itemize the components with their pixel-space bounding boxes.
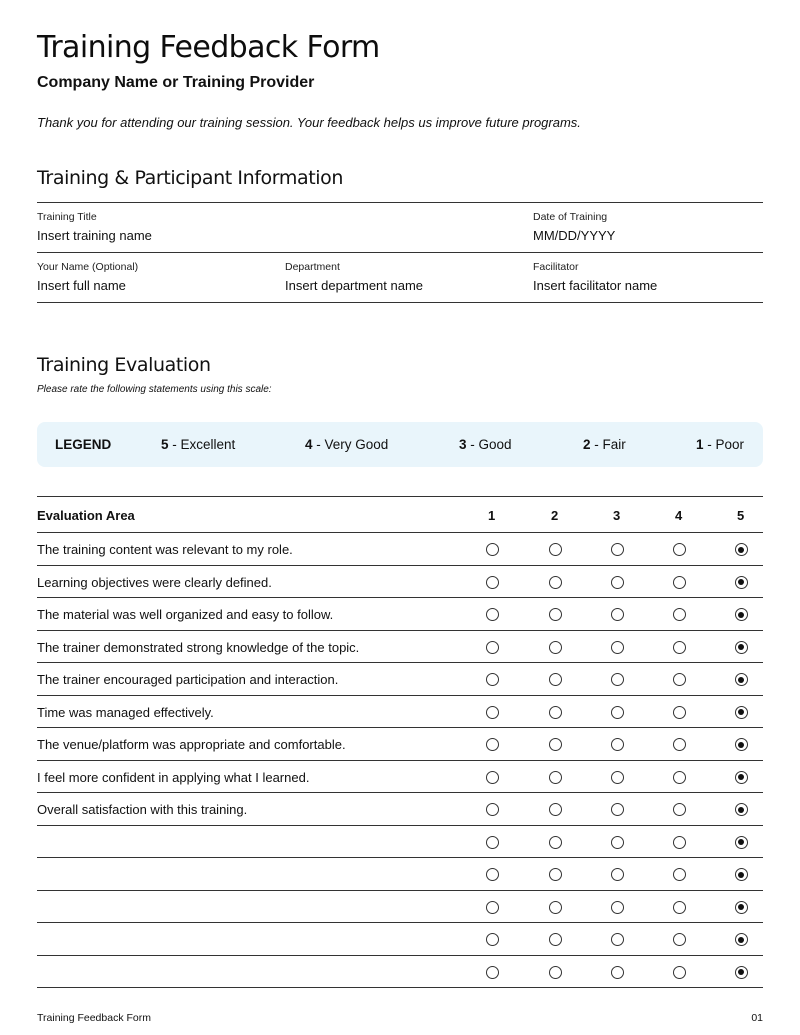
rating-radio-3[interactable] — [611, 868, 624, 881]
rating-radio-3[interactable] — [611, 966, 624, 979]
rating-radio-2[interactable] — [549, 868, 562, 881]
table-row — [37, 891, 763, 924]
table-row — [37, 631, 763, 664]
rating-column-header-2: 2 — [551, 508, 559, 523]
rating-radio-3[interactable] — [611, 706, 624, 719]
rating-radio-1[interactable] — [486, 868, 499, 881]
table-row — [37, 793, 763, 826]
evaluation-statement: I feel more confident in applying what I learned. — [37, 769, 310, 785]
evaluation-statement: The training content was relevant to my role. — [37, 542, 293, 557]
date-label: Date of Training — [533, 211, 608, 223]
rating-radio-3[interactable] — [611, 543, 624, 556]
table-row — [37, 566, 763, 599]
facilitator-input[interactable]: Insert facilitator name — [533, 278, 658, 293]
rating-radio-5[interactable] — [735, 608, 748, 621]
rating-radio-4[interactable] — [673, 738, 686, 751]
rating-radio-1[interactable] — [486, 966, 499, 979]
legend-item-2: 2 - Fair — [583, 437, 626, 452]
rating-radio-5[interactable] — [735, 673, 748, 686]
training-title-field[interactable] — [37, 203, 533, 252]
rating-radio-1[interactable] — [486, 673, 499, 686]
evaluation-section-heading: Training Evaluation — [37, 354, 211, 376]
rating-radio-1[interactable] — [486, 771, 499, 784]
info-grid — [37, 202, 763, 303]
training-title-input[interactable]: Insert training name — [37, 228, 152, 243]
rating-radio-3[interactable] — [611, 803, 624, 816]
footer-title: Training Feedback Form — [37, 1012, 151, 1024]
page-title: Training Feedback Form — [37, 30, 380, 65]
rating-column-header-3: 3 — [613, 508, 621, 523]
info-row-training — [37, 203, 763, 253]
rating-radio-1[interactable] — [486, 576, 499, 589]
rating-radio-2[interactable] — [549, 836, 562, 849]
rating-radio-1[interactable] — [486, 836, 499, 849]
rating-radio-5[interactable] — [735, 836, 748, 849]
rating-radio-1[interactable] — [486, 543, 499, 556]
rating-radio-3[interactable] — [611, 576, 624, 589]
rating-radio-4[interactable] — [673, 868, 686, 881]
rating-column-header-5: 5 — [737, 508, 745, 523]
department-label: Department — [285, 261, 340, 273]
rating-radio-5[interactable] — [735, 706, 748, 719]
rating-radio-5[interactable] — [735, 966, 748, 979]
rating-radio-1[interactable] — [486, 803, 499, 816]
rating-radio-3[interactable] — [611, 933, 624, 946]
rating-radio-3[interactable] — [611, 836, 624, 849]
rating-radio-4[interactable] — [673, 576, 686, 589]
legend-item-1: 1 - Poor — [696, 437, 745, 452]
scale-note: Please rate the following statements using this scale: — [37, 384, 272, 395]
name-label: Your Name (Optional) — [37, 261, 139, 273]
rating-radio-1[interactable] — [486, 933, 499, 946]
rating-radio-3[interactable] — [611, 738, 624, 751]
table-row — [37, 598, 763, 631]
info-row-participant — [37, 253, 763, 303]
rating-radio-1[interactable] — [486, 901, 499, 914]
legend-box — [37, 422, 763, 467]
table-row — [37, 923, 763, 956]
rating-radio-4[interactable] — [673, 836, 686, 849]
rating-radio-2[interactable] — [549, 608, 562, 621]
department-input[interactable]: Insert department name — [285, 278, 424, 293]
evaluation-table-header — [37, 497, 763, 533]
evaluation-statement: The trainer encouraged participation and interaction. — [37, 672, 339, 687]
rating-radio-2[interactable] — [549, 576, 562, 589]
rating-radio-5[interactable] — [735, 543, 748, 556]
rating-column-header-4: 4 — [675, 508, 683, 523]
intro-text: Thank you for attending our training session. Your feedback helps us improve future programs. — [37, 115, 581, 130]
rating-radio-4[interactable] — [673, 608, 686, 621]
rating-radio-4[interactable] — [673, 933, 686, 946]
table-row — [37, 533, 763, 566]
rating-radio-2[interactable] — [549, 933, 562, 946]
rating-radio-1[interactable] — [486, 641, 499, 654]
evaluation-statement: Overall satisfaction with this training. — [37, 802, 248, 817]
rating-radio-4[interactable] — [673, 543, 686, 556]
rating-radio-3[interactable] — [611, 608, 624, 621]
rating-radio-2[interactable] — [549, 673, 562, 686]
rating-radio-2[interactable] — [549, 803, 562, 816]
rating-radio-3[interactable] — [611, 641, 624, 654]
date-field[interactable] — [533, 203, 763, 252]
facilitator-label: Facilitator — [533, 261, 579, 273]
rating-radio-5[interactable] — [735, 641, 748, 654]
evaluation-statement: Time was managed effectively. — [37, 704, 214, 720]
evaluation-table — [37, 496, 763, 988]
facilitator-field[interactable] — [533, 253, 763, 302]
legend-label: LEGEND — [55, 437, 112, 452]
rating-radio-2[interactable] — [549, 641, 562, 654]
rating-radio-1[interactable] — [486, 738, 499, 751]
rating-radio-5[interactable] — [735, 803, 748, 816]
rating-radio-2[interactable] — [549, 901, 562, 914]
table-row — [37, 858, 763, 891]
name-input[interactable]: Insert full name — [37, 278, 126, 293]
rating-radio-1[interactable] — [486, 706, 499, 719]
table-row — [37, 761, 763, 794]
page-number: 01 — [751, 1012, 763, 1024]
evaluation-statement: The trainer demonstrated strong knowledge of the topic. — [37, 639, 360, 655]
table-row — [37, 696, 763, 729]
rating-radio-3[interactable] — [611, 673, 624, 686]
table-row — [37, 826, 763, 859]
rating-radio-4[interactable] — [673, 673, 686, 686]
evaluation-area-header: Evaluation Area — [37, 508, 135, 523]
legend-item-3: 3 - Good — [459, 437, 512, 452]
info-section-heading: Training & Participant Information — [37, 167, 343, 189]
table-row — [37, 956, 763, 989]
evaluation-statement: The material was well organized and easy to follow. — [37, 607, 334, 622]
rating-radio-4[interactable] — [673, 901, 686, 914]
company-name: Company Name or Training Provider — [37, 74, 315, 91]
rating-radio-5[interactable] — [735, 738, 748, 751]
evaluation-statement: Learning objectives were clearly defined. — [37, 574, 272, 590]
rating-radio-2[interactable] — [549, 966, 562, 979]
legend-item-4: 4 - Very Good — [305, 437, 389, 452]
rating-radio-2[interactable] — [549, 738, 562, 751]
rating-radio-5[interactable] — [735, 933, 748, 946]
rating-radio-3[interactable] — [611, 901, 624, 914]
rating-radio-4[interactable] — [673, 706, 686, 719]
evaluation-statement: The venue/platform was appropriate and comfortable. — [37, 737, 346, 752]
rating-radio-2[interactable] — [549, 543, 562, 556]
date-input[interactable]: MM/DD/YYYY — [533, 228, 616, 243]
rating-radio-5[interactable] — [735, 576, 748, 589]
table-row — [37, 728, 763, 761]
rating-radio-5[interactable] — [735, 901, 748, 914]
rating-radio-4[interactable] — [673, 771, 686, 784]
rating-radio-1[interactable] — [486, 608, 499, 621]
department-field[interactable] — [285, 253, 533, 302]
rating-radio-4[interactable] — [673, 803, 686, 816]
rating-radio-4[interactable] — [673, 966, 686, 979]
rating-column-header-1: 1 — [488, 508, 496, 523]
rating-radio-3[interactable] — [611, 771, 624, 784]
rating-radio-5[interactable] — [735, 771, 748, 784]
rating-radio-4[interactable] — [673, 641, 686, 654]
table-row — [37, 663, 763, 696]
name-field[interactable] — [37, 253, 285, 302]
rating-radio-2[interactable] — [549, 706, 562, 719]
rating-radio-2[interactable] — [549, 771, 562, 784]
training-title-label: Training Title — [37, 211, 97, 223]
legend-item-5: 5 - Excellent — [161, 437, 236, 452]
rating-radio-5[interactable] — [735, 868, 748, 881]
